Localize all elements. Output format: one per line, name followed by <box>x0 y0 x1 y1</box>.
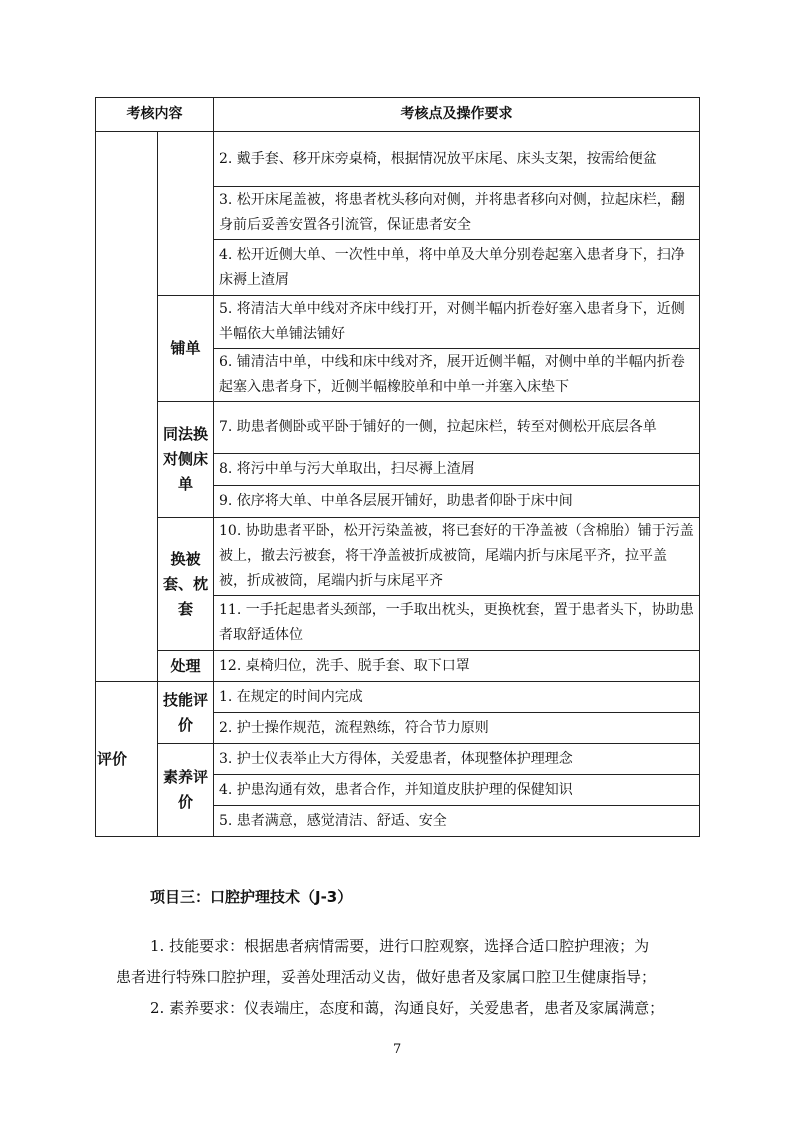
header-content: 考核内容 <box>96 98 214 132</box>
step-cell: 10. 协助患者平卧，松开污染盖被，将已套好的干净盖被（含棉胎）铺于污盖被上，撤去污被套，将干净盖被折成被筒，尾端内折与床尾平齐，拉平盖被，折成被筒，尾端内折与床尾平齐 <box>214 518 700 596</box>
label-suyang: 素养评价 <box>158 744 214 837</box>
paragraph-line: 2. 素养要求：仪表端庄，态度和蔼，沟通良好，关爱患者，患者及家属满意； <box>150 999 665 1017</box>
table-row <box>96 402 700 454</box>
label-huanbei: 换被套、枕套 <box>158 518 214 651</box>
step-cell: 3. 松开床尾盖被，将患者枕头移向对侧，并将患者移向对侧，拉起床栏，翻身前后妥善安置各引流管，保证患者安全 <box>214 187 700 240</box>
label-chuli: 处理 <box>158 651 214 682</box>
step-cell: 12. 桌椅归位，洗手、脱手套、取下口罩 <box>214 651 700 682</box>
eval-cell: 3. 护士仪表举止大方得体，关爱患者，体现整体护理理念 <box>214 744 700 775</box>
blank-cell <box>96 132 158 682</box>
table-row <box>96 132 700 187</box>
table-row <box>96 744 700 775</box>
eval-cell: 2. 护士操作规范，流程熟练，符合节力原则 <box>214 713 700 744</box>
section-heading: 项目三：口腔护理技术（J-3） <box>150 888 353 906</box>
paragraph-line: 患者进行特殊口腔护理，妥善处理活动义齿，做好患者及家属口腔卫生健康指导； <box>116 968 657 986</box>
label-pingjia: 评价 <box>96 682 158 837</box>
label-pudan: 铺单 <box>158 296 214 402</box>
label-tongfa: 同法换对侧床单 <box>158 402 214 518</box>
step-cell: 7. 助患者侧卧或平卧于铺好的一侧，拉起床栏，转至对侧松开底层各单 <box>214 402 700 454</box>
table-row <box>96 296 700 349</box>
paragraph-line: 1. 技能要求：根据患者病情需要，进行口腔观察，选择合适口腔护理液；为 <box>150 937 650 955</box>
step-cell: 8. 将污中单与污大单取出，扫尽褥上渣屑 <box>214 454 700 486</box>
eval-cell: 5. 患者满意，感觉清洁、舒适、安全 <box>214 806 700 837</box>
step-cell: 4. 松开近侧大单、一次性中单，将中单及大单分别卷起塞入患者身下，扫净床褥上渣屑 <box>214 240 700 296</box>
label-jineng: 技能评价 <box>158 682 214 744</box>
eval-cell: 1. 在规定的时间内完成 <box>214 682 700 713</box>
table-row <box>96 682 700 713</box>
step-cell: 6. 铺清洁中单，中线和床中线对齐，展开近侧半幅，对侧中单的半幅内折卷起塞入患者身下，近侧半幅橡胶单和中单一并塞入床垫下 <box>214 349 700 402</box>
header-requirements: 考核点及操作要求 <box>214 98 700 132</box>
page-number: 7 <box>393 1042 402 1057</box>
table-row <box>96 651 700 682</box>
step-cell: 11. 一手托起患者头颈部，一手取出枕头，更换枕套，置于患者头下，协助患者取舒适体位 <box>214 596 700 651</box>
assessment-table <box>95 97 700 837</box>
step-cell: 5. 将清洁大单中线对齐床中线打开，对侧半幅内折卷好塞入患者身下，近侧半幅依大单铺法铺好 <box>214 296 700 349</box>
table-header-row <box>96 98 700 132</box>
blank-cell <box>158 132 214 296</box>
step-cell: 9. 依序将大单、中单各层展开铺好，助患者仰卧于床中间 <box>214 486 700 518</box>
step-cell: 2. 戴手套、移开床旁桌椅，根据情况放平床尾、床头支架，按需给便盆 <box>214 132 700 187</box>
eval-cell: 4. 护患沟通有效，患者合作，并知道皮肤护理的保健知识 <box>214 775 700 806</box>
table-row <box>96 518 700 596</box>
